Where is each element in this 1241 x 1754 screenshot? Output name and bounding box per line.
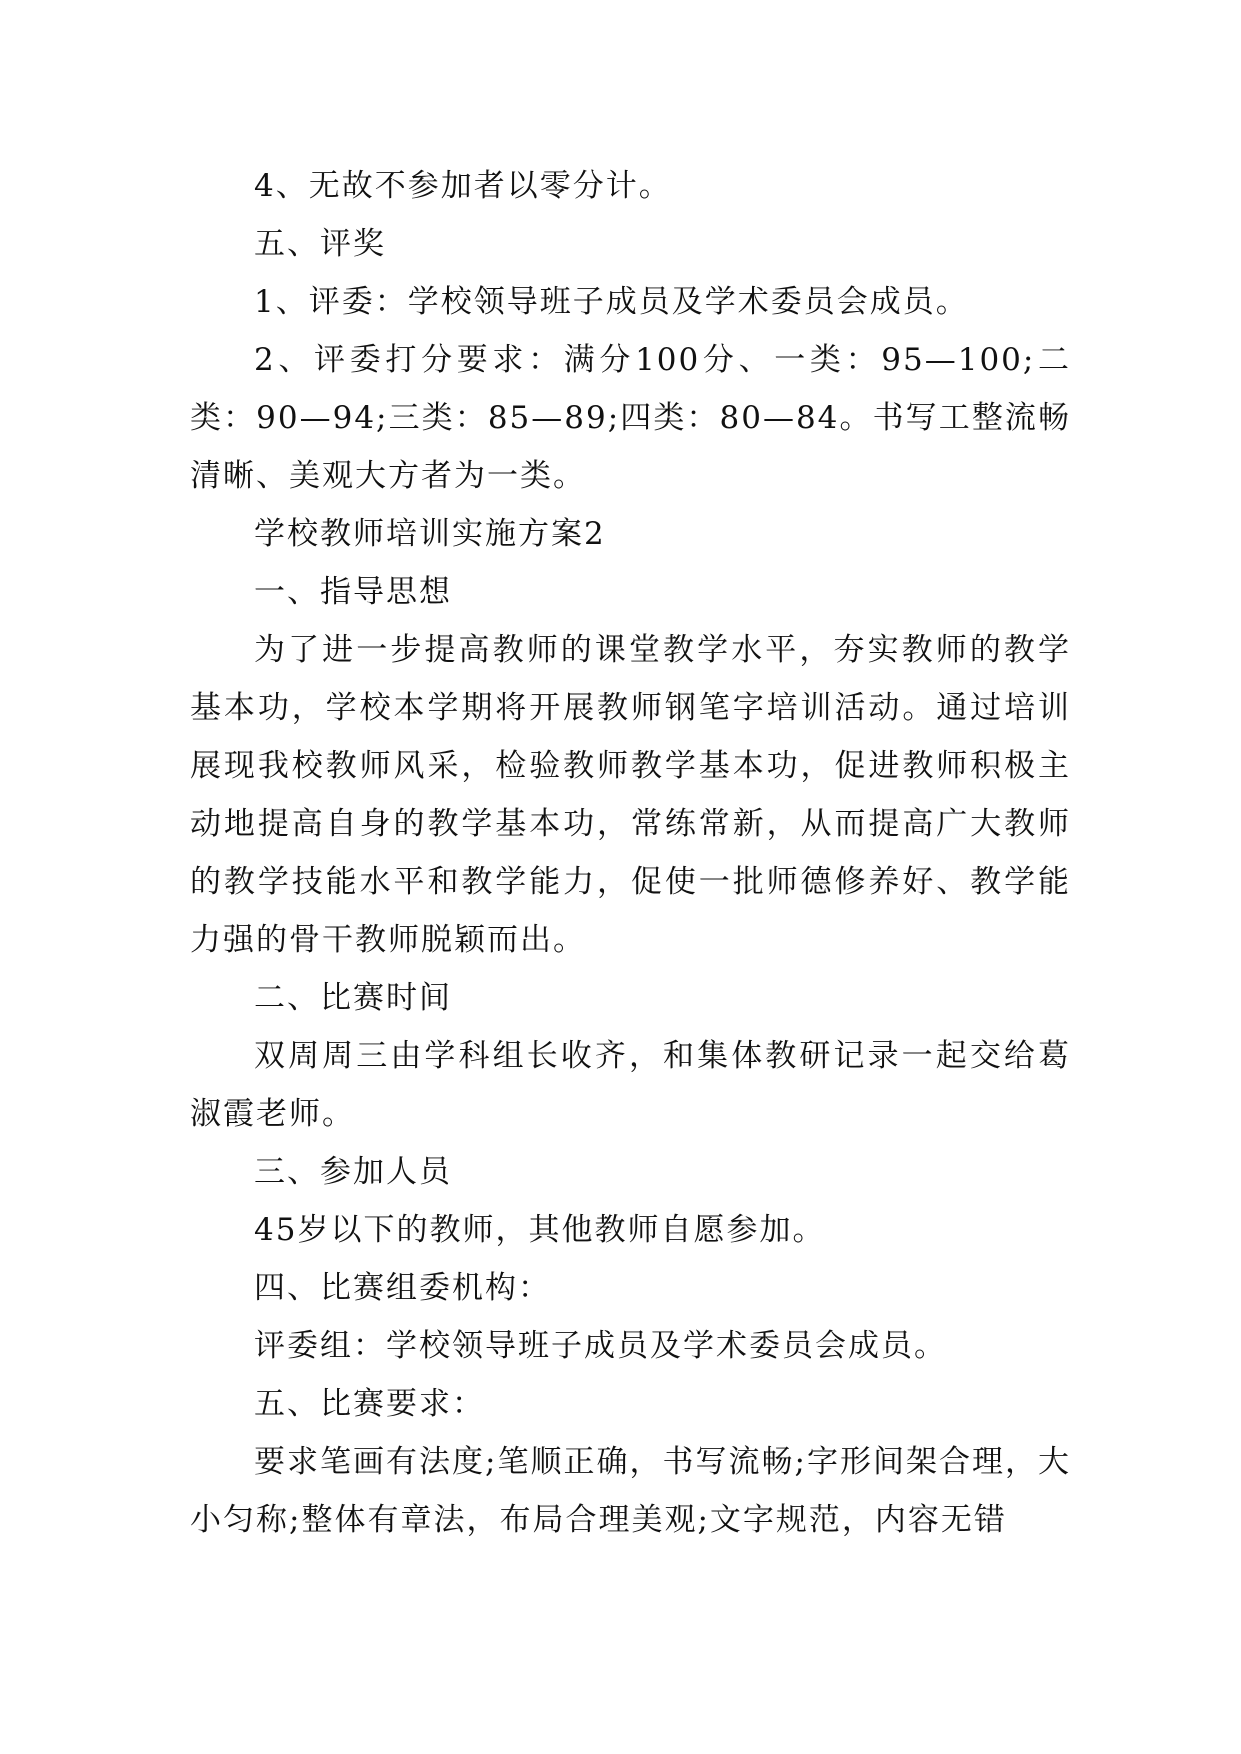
section-heading-awards: 五、评奖 [254,226,386,262]
section-heading-organizing-committee: 四、比赛组委机构： [254,1270,551,1306]
section-heading-requirements: 五、比赛要求： [254,1386,485,1422]
section-heading-guiding-thought: 一、指导思想 [254,574,452,610]
document-subtitle: 学校教师培训实施方案2 [254,516,606,552]
rule-item-judges: 1、评委：学校领导班子成员及学术委员会成员。 [254,284,969,320]
organizing-committee-paragraph: 评委组：学校领导班子成员及学术委员会成员。 [254,1328,947,1364]
section-heading-competition-time: 二、比赛时间 [254,980,452,1016]
section-heading-participants: 三、参加人员 [254,1154,452,1190]
guiding-thought-paragraph: 为了进一步提高教师的课堂教学水平，夯实教师的教学基本功，学校本学期将开展教师钢笔字培训活动。通过培训展现我校教师风采，检验教师教学基本功，促进教师积极主动地提高自身的教学基本功，常练常新，从而提高广大教师的教学技能水平和教学能力，促使一批师德修养好、教学能力强的骨干教师脱颖而出。 [190,632,1071,958]
rule-item-scoring: 2、评委打分要求：满分100分、一类：95—100;二类：90—94;三类：85—89;四类：80—84。书写工整流畅清晰、美观大方者为一类。 [190,342,1071,494]
competition-time-paragraph: 双周周三由学科组长收齐，和集体教研记录一起交给葛淑霞老师。 [190,1038,1071,1132]
requirements-paragraph: 要求笔画有法度;笔顺正确，书写流畅;字形间架合理，大小匀称;整体有章法，布局合理美观;文字规范，内容无错 [190,1444,1071,1538]
participants-paragraph: 45岁以下的教师，其他教师自愿参加。 [254,1212,826,1248]
rule-item-4: 4、无故不参加者以零分计。 [254,168,672,204]
